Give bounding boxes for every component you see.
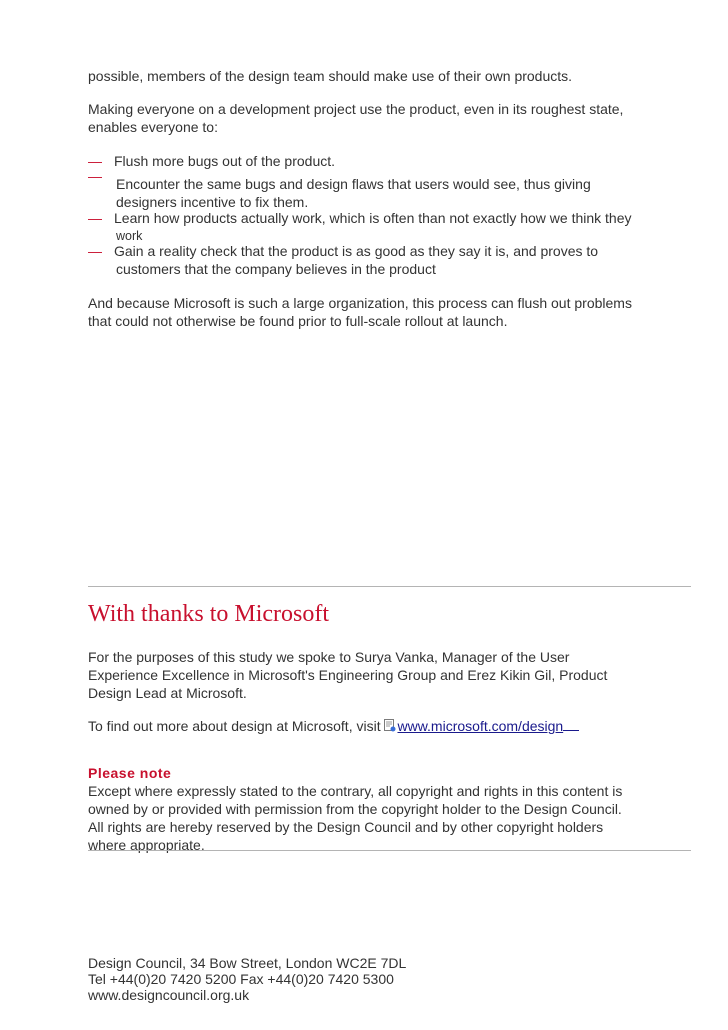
closing-line-1: And because Microsoft is such a large organization, this process can flush out problems [88, 295, 632, 311]
section-divider [88, 586, 691, 587]
bullet-3-line-2: work [116, 229, 143, 243]
footer [88, 955, 406, 1003]
note-line-1: Except where expressly stated to the contrary, all copyright and rights in this content is [88, 783, 623, 799]
hyperlink-icon [384, 719, 396, 733]
section-heading: With thanks to Microsoft [88, 601, 330, 627]
bullet-4-line-1: Gain a reality check that the product is as good as they say it is, and proves to [114, 243, 599, 259]
link-underline-tail [563, 729, 579, 731]
bullet-2-line-1: Encounter the same bugs and design flaws that users would see, thus giving [116, 176, 591, 192]
bullet-dash-4: — [88, 243, 102, 259]
microsoft-design-link[interactable]: www.microsoft.com/design [397, 718, 564, 734]
bullet-item-3 [114, 209, 674, 245]
note-divider [88, 850, 691, 851]
footer-phone: Tel +44(0)20 7420 5200 Fax +44(0)20 7420 5300 [88, 971, 394, 987]
thanks-line-2: Experience Excellence in Microsoft's Engineering Group and Erez Kikin Gil, Product [88, 667, 608, 683]
note-line-3: All rights are hereby reserved by the Design Council and by other copyright holders [88, 819, 604, 835]
note-line-2: owned by or provided with permission from the copyright holder to the Design Council. [88, 801, 622, 817]
bullet-dash-3: — [88, 210, 102, 226]
bullet-item-4 [114, 242, 674, 278]
bullet-3-line-1: Learn how products actually work, which is often than not exactly how we think they [114, 210, 632, 226]
bullet-1-line-1: Flush more bugs out of the product. [114, 153, 336, 169]
please-note-title: Please note [88, 765, 172, 781]
bullet-dash-2: — [88, 168, 102, 184]
thanks-line-1: For the purposes of this study we spoke to Surya Vanka, Manager of the User [88, 649, 570, 665]
bullet-item-2 [116, 175, 676, 211]
bullet-2-line-2: designers incentive to fix them. [116, 194, 309, 210]
footer-address: Design Council, 34 Bow Street, London WC2E 7DL [88, 955, 407, 971]
intro-paragraph-line-1: Making everyone on a development project use the product, even in its roughest state, [88, 101, 624, 117]
find-more-line [88, 717, 668, 735]
footer-website: www.designcouncil.org.uk [88, 987, 250, 1003]
bullet-item-1 [114, 152, 674, 170]
intro-paragraph-line-2: enables everyone to: [88, 119, 218, 135]
thanks-line-3: Design Lead at Microsoft. [88, 685, 247, 701]
find-more-text: To find out more about design at Microsoft, visit [88, 718, 381, 734]
bullet-dash-1: — [88, 153, 102, 169]
note-line-4: where appropriate. [88, 837, 205, 853]
closing-line-2: that could not otherwise be found prior to full-scale rollout at launch. [88, 313, 508, 329]
intro-line: possible, members of the design team should make use of their own products. [88, 68, 573, 84]
bullet-4-line-2: customers that the company believes in the product [116, 261, 436, 277]
